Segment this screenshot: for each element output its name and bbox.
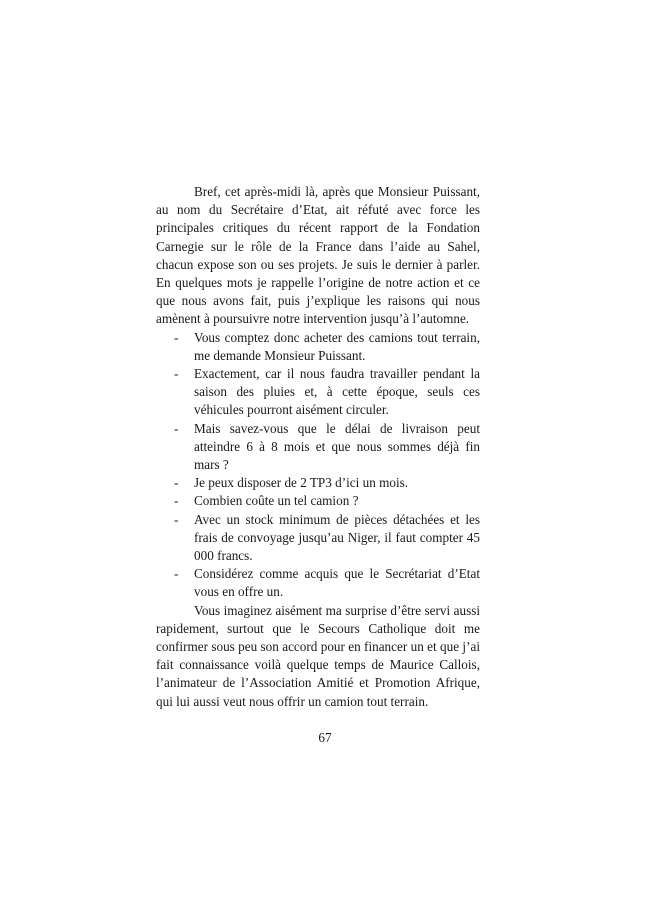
dialogue-dash: - (174, 475, 179, 491)
dialogue-line (156, 565, 480, 601)
dialogue-text: Avec un stock minimum de pièces détachées et les frais de convoyage jusqu’au Niger, il faut compter 45 000 francs. (194, 511, 480, 564)
dialogue-dash: - (174, 511, 179, 527)
intro-paragraph: Bref, cet après-midi là, après que Monsieur Puissant, au nom du Secrétaire d’Etat, ait réfuté avec force les principales critiques du récent rapport de la Fondation Carnegie sur le rôle de la France dans l’aide au Sahel, chacun expose son ou ses projets. Je suis le dernier à parler. En quelques mots je rappelle l’origine de notre action et ce que nous avons fait, puis j’explique les raisons qui nous amènent à poursuivre notre intervention jusqu’à l’automne. (156, 184, 480, 327)
dialogue-dash: - (174, 420, 179, 436)
dialogue-dash: - (174, 329, 179, 345)
dialogue-dash: - (174, 566, 179, 582)
dialogue-line (156, 511, 480, 566)
dialogue-list (156, 329, 480, 602)
dialogue-text: Mais savez-vous que le délai de livraison peut atteindre 6 à 8 mois et que nous sommes déjà fin mars ? (194, 420, 480, 473)
dialogue-text: Je peux disposer de 2 TP3 d’ici un mois. (194, 475, 409, 491)
page-number: 67 (318, 730, 332, 745)
dialogue-text: Vous comptez donc acheter des camions tout terrain, me demande Monsieur Puissant. (194, 329, 480, 363)
closing-paragraph: Vous imaginez aisément ma surprise d’être servi aussi rapidement, surtout que le Secours Catholique doit me confirmer sous peu son accord pour en financer un et que j’ai fait connaissance voilà quelque temps de Maurice Callois, l’animateur de l’Association Amitié et Promotion Afrique, qui lui aussi veut nous offrir un camion tout terrain. (156, 602, 480, 709)
dialogue-text: Combien coûte un tel camion ? (194, 493, 359, 509)
page-body (156, 183, 480, 711)
dialogue-line (156, 474, 480, 492)
dialogue-line (156, 420, 480, 475)
dialogue-dash: - (174, 493, 179, 509)
dialogue-dash: - (174, 366, 179, 382)
dialogue-line (156, 365, 480, 420)
dialogue-text: Exactement, car il nous faudra travailler pendant la saison des pluies et, à cette époque, seuls ces véhicules pourront aisément circuler. (194, 366, 480, 418)
dialogue-text: Considérez comme acquis que le Secrétariat d’Etat vous en offre un. (194, 566, 480, 600)
dialogue-line (156, 329, 480, 365)
dialogue-line (156, 492, 480, 510)
